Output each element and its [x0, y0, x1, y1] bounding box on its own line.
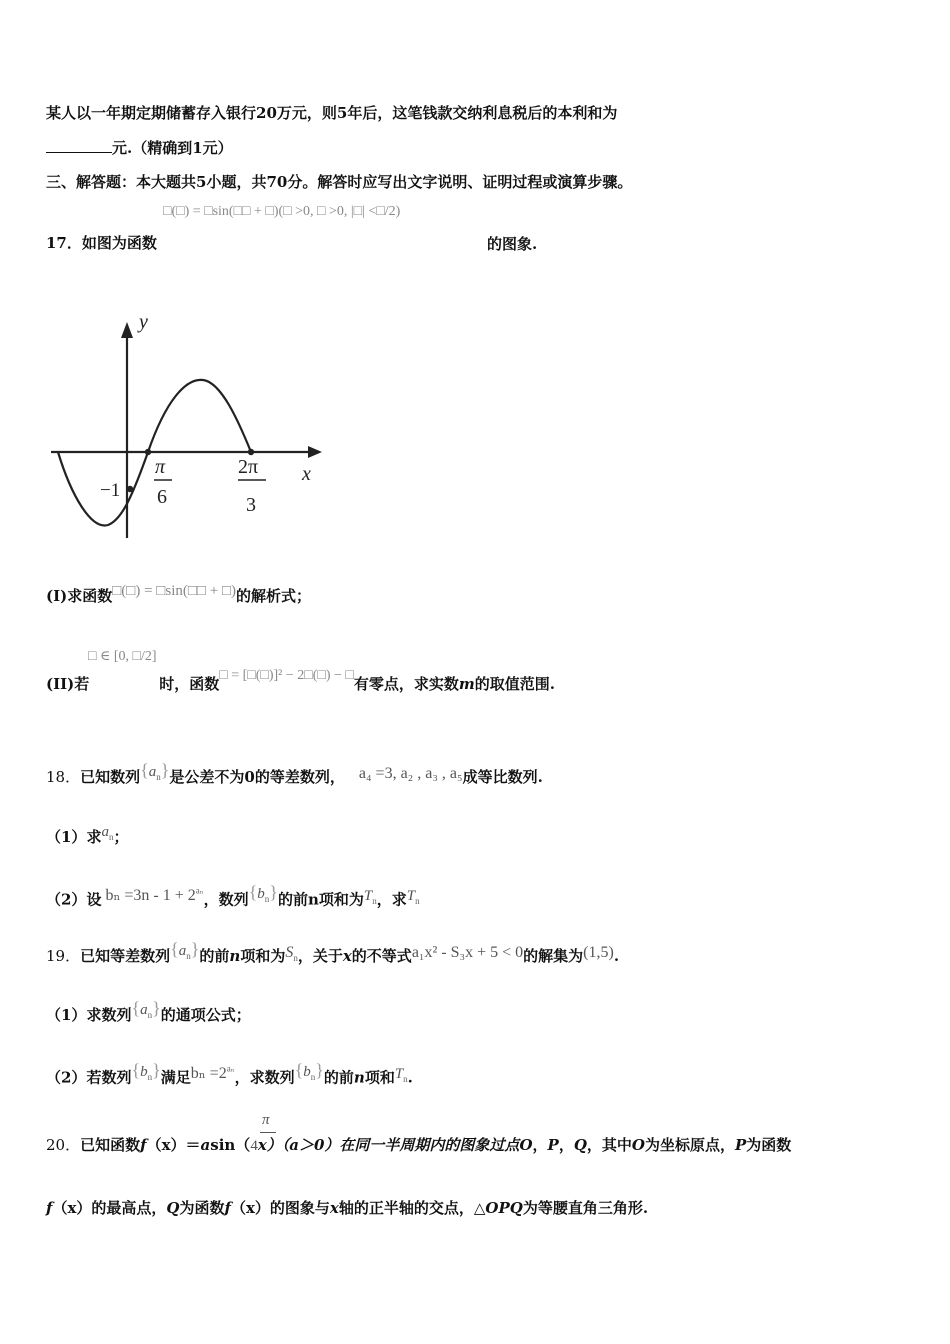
zero2-numerator: 2π	[238, 456, 259, 478]
section-3-heading: 三、解答题：本大题共5小题，共70分。解答时应写出文字说明、证明过程或演算步骤。	[46, 173, 633, 191]
q16-line1: 某人以一年期定期储蓄存入银行20万元，则5年后，这笔钱款交纳利息税后的本利和为	[46, 104, 618, 122]
q18-stem: 18．已知数列$\{a_n\}$是公差不为0的等差数列， a₄ =3, a₂ , a₃ , a₅成等比数列.	[46, 760, 543, 786]
y-axis-label: y	[139, 311, 148, 333]
q20-line1: 20．已知函数f（x）＝asin（4x）（a＞0）在同一半周期内的图象过点O，P，Q，其中O为坐标原点，P为函数	[46, 1136, 792, 1154]
q20-frac-numerator: π	[262, 1112, 270, 1128]
x-axis-arrow-icon	[308, 446, 322, 458]
q18-part1: （1）求$a_n$；	[46, 824, 129, 846]
q17-function-formula: □(□) = □sin(□□ + □)(□ >0, □ >0, |□| <□/2)	[163, 204, 401, 219]
zero2-denominator: 3	[246, 494, 256, 516]
q17-stem: 17．如图为函数	[46, 234, 157, 252]
q16-line2: 元.（精确到1元）	[46, 138, 233, 158]
q17-sine-graph	[46, 300, 336, 550]
q20-frac-bar	[260, 1132, 276, 1133]
q17-stem-tail: 的图象.	[487, 235, 538, 253]
q17-part2: (II)若 时，函数□ = [□(□)]² − 2□(□) − □有零点，求实数m的取值范围.	[46, 668, 555, 693]
q17-part1: (I)求函数□(□) = □sin(□□ + □)的解析式；	[46, 583, 312, 605]
q18-part2: （2）设 $b_n =3n - 1 + 2^{a_n}$，数列$\{b_n\}$的前n项和为$T_n$，求$T_n$	[46, 882, 420, 909]
y-intercept-point	[127, 486, 133, 492]
q19-part2: （2）若数列$\{b_n\}$满足$b_n =2^{a_n}$，求数列$\{b_n\}$的前n项和$T_n$.	[46, 1060, 413, 1087]
x-axis-label: x	[302, 463, 311, 485]
zero1-numerator: π	[155, 456, 166, 478]
q19-part1: （1）求数列$\{a_n\}$的通项公式；	[46, 998, 251, 1024]
q19-stem: 19．已知等差数列$\{a_n\}$的前n项和为$S_n$，关于x的不等式a₁x² - S₃x + 5 < 0的解集为(1,5).	[46, 939, 620, 965]
y-intercept-label: −1	[100, 480, 121, 501]
q20-line2: f（x）的最高点，Q为函数f（x）的图象与x轴的正半轴的交点，△OPQ为等腰直角三角形.	[46, 1199, 649, 1217]
answer-blank	[46, 138, 112, 153]
zero1-denominator: 6	[157, 486, 167, 508]
zero-point-2	[248, 449, 254, 455]
zero-point-1	[145, 449, 151, 455]
y-axis-arrow-icon	[121, 322, 133, 338]
q17-part2-domain: □ ∈ [0, □/2]	[88, 649, 157, 664]
